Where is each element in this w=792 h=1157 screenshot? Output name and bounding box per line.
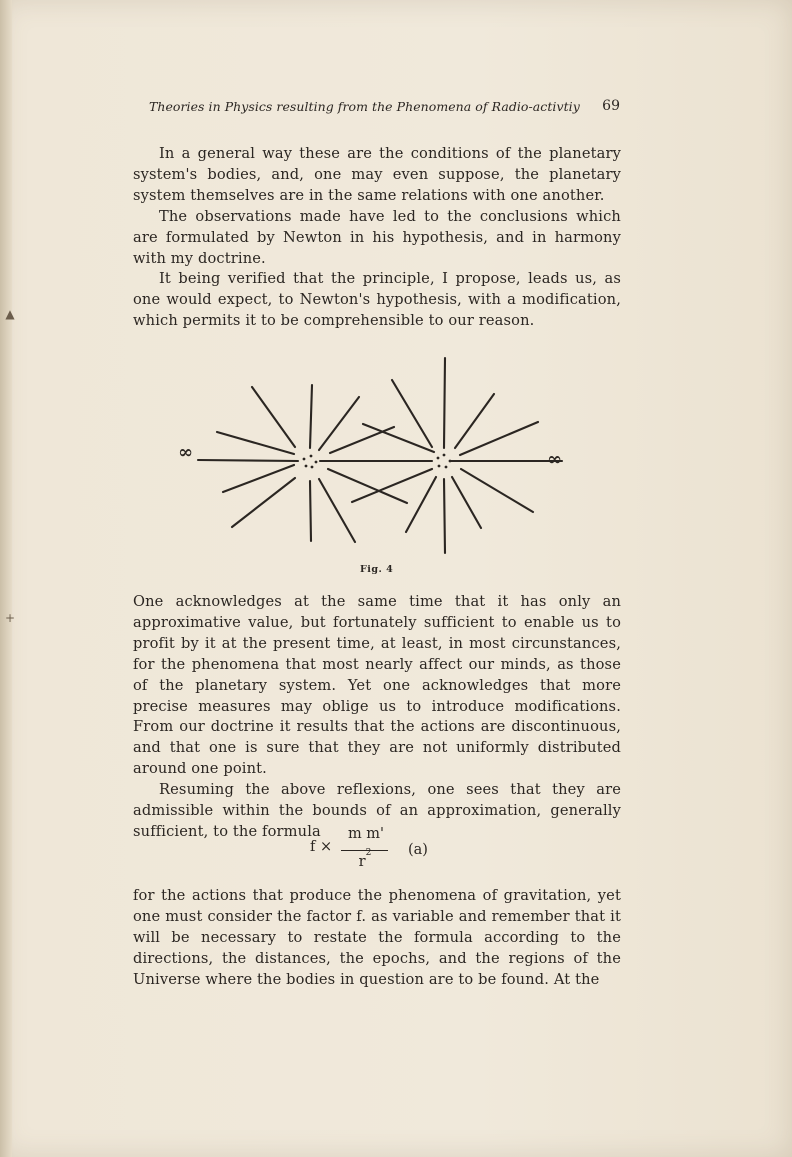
diagram-dot [449, 460, 452, 463]
infinity-left-label: ∞ [178, 442, 193, 463]
binding-mark-icon: ▲ [5, 307, 15, 321]
diagram-axis [198, 460, 298, 461]
paragraph: One acknowledges at the same time that it has only an approximative value, but fortunately sufficient to enable us to profit by it at the present time, at least, in most circunstances, for the phenomena that most nearly affect our minds, as those of the planetary system. Yet one acknowledges that more precise measures may oblige us to introduce modifications. From our doctrine it results that the actions are discontinuous, and that one is sure that they are not uniformly distributed around one point. [133, 593, 621, 778]
running-header [149, 99, 620, 117]
diagram-ray [328, 469, 407, 503]
body-text-bottom [133, 886, 621, 991]
radiating-lines-diagram [170, 355, 590, 560]
diagram-ray [452, 477, 481, 528]
paragraph: Resuming the above reflexions, one sees that they are admissible within the bounds of an approximation, generally sufficient, to the formula [133, 781, 621, 840]
body-text-top [133, 144, 621, 332]
diagram-ray [460, 422, 538, 455]
diagram-dot [310, 455, 313, 458]
figure-caption: Fig. 4 [360, 564, 394, 575]
diagram-ray [461, 469, 533, 512]
binding-mark-icon: + [5, 611, 16, 625]
running-title: Theories in Physics resulting from the Phenomena of Radio-activtiy [149, 99, 580, 114]
diagram-dot [438, 465, 441, 468]
diagram-ray [444, 479, 445, 553]
diagram-ray [217, 432, 294, 454]
diagram-ray [330, 427, 394, 453]
diagram-ray [444, 358, 445, 448]
page-number: 69 [602, 98, 620, 114]
formula-denominator [341, 848, 389, 870]
formula-factor: f × [310, 839, 333, 855]
figure-4-diagram [170, 355, 590, 560]
formula-numerator: m m' [347, 826, 385, 842]
diagram-dot [443, 454, 446, 457]
diagram-ray [252, 387, 295, 447]
diagram-dot [305, 465, 308, 468]
diagram-ray [363, 424, 434, 452]
diagram-ray [455, 394, 494, 448]
diagram-ray [310, 481, 311, 541]
paragraph: It being verified that the principle, I propose, leads us, as one would expect, to Newton's hypothesis, with a modification, which permits it to be comprehensible to our reason. [133, 270, 621, 330]
diagram-ray [319, 479, 355, 542]
diagram-ray [310, 385, 312, 448]
diagram-dot [303, 458, 306, 461]
page-spine-edge [0, 0, 12, 1157]
paragraph: The observations made have led to the conclusions which are formulated by Newton in his hypothesis, and in harmony with my doctrine. [133, 207, 621, 267]
infinity-right-label: ∞ [547, 449, 562, 470]
paragraph: for the actions that produce the phenomena of gravitation, yet one must consider the factor f. as variable and remember that it will be necessary to restate the formula according to the directions, the distances, the epochs, and the regions of the Universe where the bodies in question are to be found. At the [133, 887, 621, 988]
diagram-ray [319, 397, 359, 450]
diagram-dot [311, 466, 314, 469]
fraction-bar [341, 850, 388, 851]
diagram-dot [437, 457, 440, 460]
paragraph: In a general way these are the conditions of the planetary system's bodies, and, one may even suppose, the planetary system themselves are in the same relations with one another. [133, 145, 621, 204]
diagram-dot [445, 466, 448, 469]
formula-label: (a) [408, 842, 428, 858]
formula-exponent: 2 [365, 848, 372, 858]
gravitation-formula [310, 826, 470, 874]
diagram-ray [406, 477, 436, 532]
body-text-middle [133, 592, 621, 843]
formula-denominator-base: r [358, 853, 366, 870]
diagram-dot [315, 461, 318, 464]
